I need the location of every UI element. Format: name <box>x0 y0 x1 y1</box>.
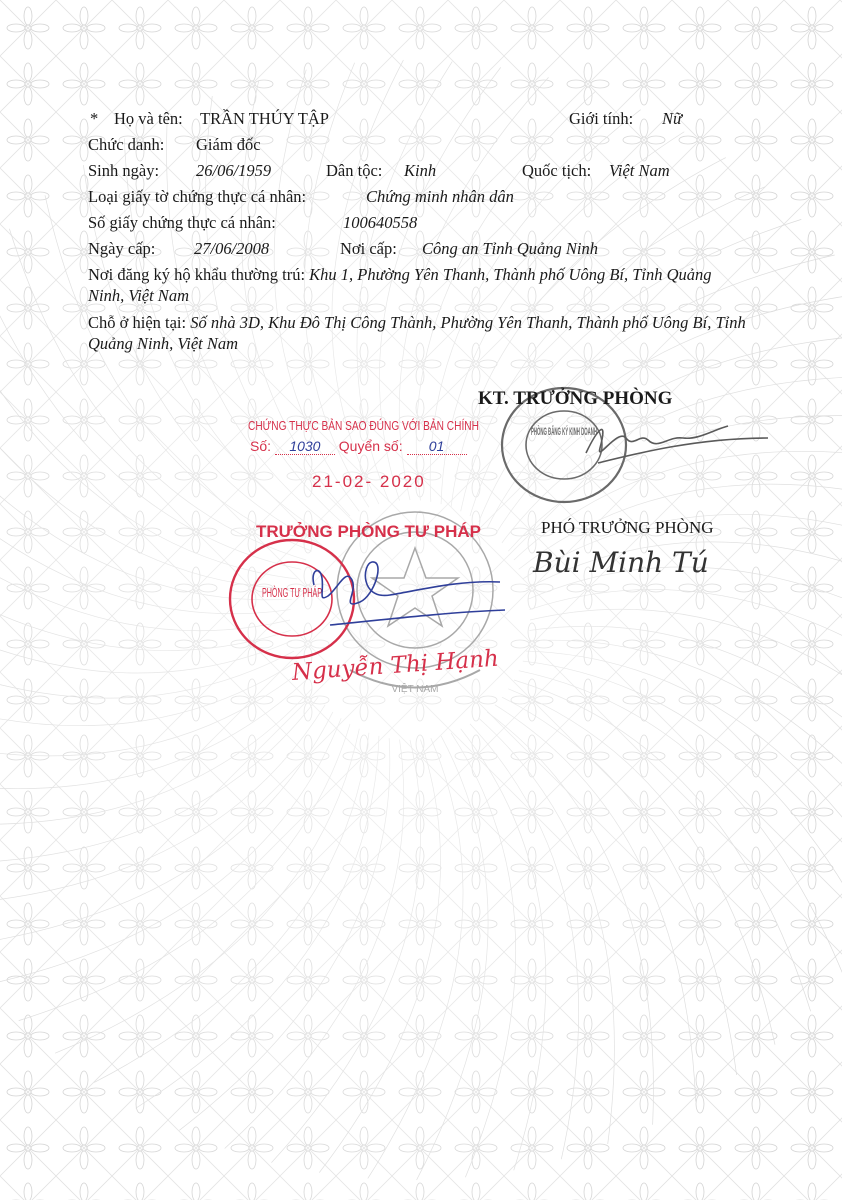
dob-label: Sinh ngày: <box>88 161 160 180</box>
certification-stamp-title: CHỨNG THỰC BẢN SAO ĐÚNG VỚI BẢN CHÍNH <box>248 418 479 433</box>
id-number-row <box>88 210 808 236</box>
bullet: * <box>90 109 99 128</box>
residence-value: Khu 1, Phường Yên Thanh, Thành phố Uông Bí, Tỉnh Quảng Ninh, Việt Nam <box>88 265 712 305</box>
title-row <box>88 132 808 158</box>
certification-heading: TRƯỞNG PHÒNG TƯ PHÁP <box>256 522 481 541</box>
current-address-row <box>88 312 753 354</box>
certification-number-label: Số: <box>250 438 272 454</box>
title-label: Chức danh: <box>88 135 165 154</box>
certification-number-value: 1030 <box>275 438 335 455</box>
id-number-label: Số giấy chứng thực cá nhân: <box>88 213 276 232</box>
current-address-label: Chỗ ở hiện tại: <box>88 313 187 332</box>
nationality-label: Quốc tịch: <box>522 161 592 180</box>
nationality-value: Việt Nam <box>609 161 670 180</box>
residence-label: Nơi đăng ký hộ khẩu thường trú: <box>88 265 306 284</box>
ethnicity-value: Kinh <box>404 161 437 180</box>
issue-place-value: Công an Tỉnh Quảng Ninh <box>422 239 599 258</box>
id-type-row <box>88 184 808 210</box>
emblem-ribbon: VIỆT NAM <box>391 684 439 695</box>
registration-seal-text: PHÒNG ĐĂNG KÝ KINH DOANH <box>531 426 699 438</box>
certification-book-value: 01 <box>407 438 467 455</box>
certification-date: 21-02- 2020 <box>312 472 426 491</box>
residence-row <box>88 264 728 306</box>
issue-place-label: Nơi cấp: <box>340 239 397 258</box>
name-value: TRẦN THÚY TẬP <box>200 109 329 128</box>
dob-row <box>88 158 808 184</box>
justice-seal-text: PHÒNG TƯ PHÁP <box>262 585 322 600</box>
id-number-value: 100640558 <box>343 213 418 232</box>
certification-book-label: Quyển số: <box>338 438 403 454</box>
title-value: Giám đốc <box>196 135 261 154</box>
issue-date-label: Ngày cấp: <box>88 239 156 258</box>
personal-info <box>88 106 808 360</box>
name-label: Họ và tên: <box>114 109 183 128</box>
ethnicity-label: Dân tộc: <box>326 161 383 180</box>
id-type-label: Loại giấy tờ chứng thực cá nhân: <box>88 187 307 206</box>
justice-signature <box>300 540 510 650</box>
certification-number-row <box>250 438 467 455</box>
id-type-value: Chứng minh nhân dân <box>366 187 514 206</box>
issue-date-value: 27/06/2008 <box>194 239 270 258</box>
justice-signer: Nguyễn Thị Hạnh <box>291 645 500 686</box>
current-address-value: Số nhà 3D, Khu Đô Thị Công Thành, Phường Yên Thanh, Thành phố Uông Bí, Tỉnh Quảng Ninh, Việt Nam <box>88 313 746 353</box>
gender-label: Giới tính: <box>569 109 634 128</box>
issue-row <box>88 236 808 262</box>
registration-signer: Bùi Minh Tú <box>533 546 709 579</box>
gender-value: Nữ <box>662 109 683 128</box>
registration-role: PHÓ TRƯỞNG PHÒNG <box>541 518 714 537</box>
dob-value: 26/06/1959 <box>196 161 272 180</box>
name-row <box>88 106 808 132</box>
registration-signature <box>578 408 778 478</box>
registration-heading: KT. TRƯỞNG PHÒNG <box>478 388 673 409</box>
